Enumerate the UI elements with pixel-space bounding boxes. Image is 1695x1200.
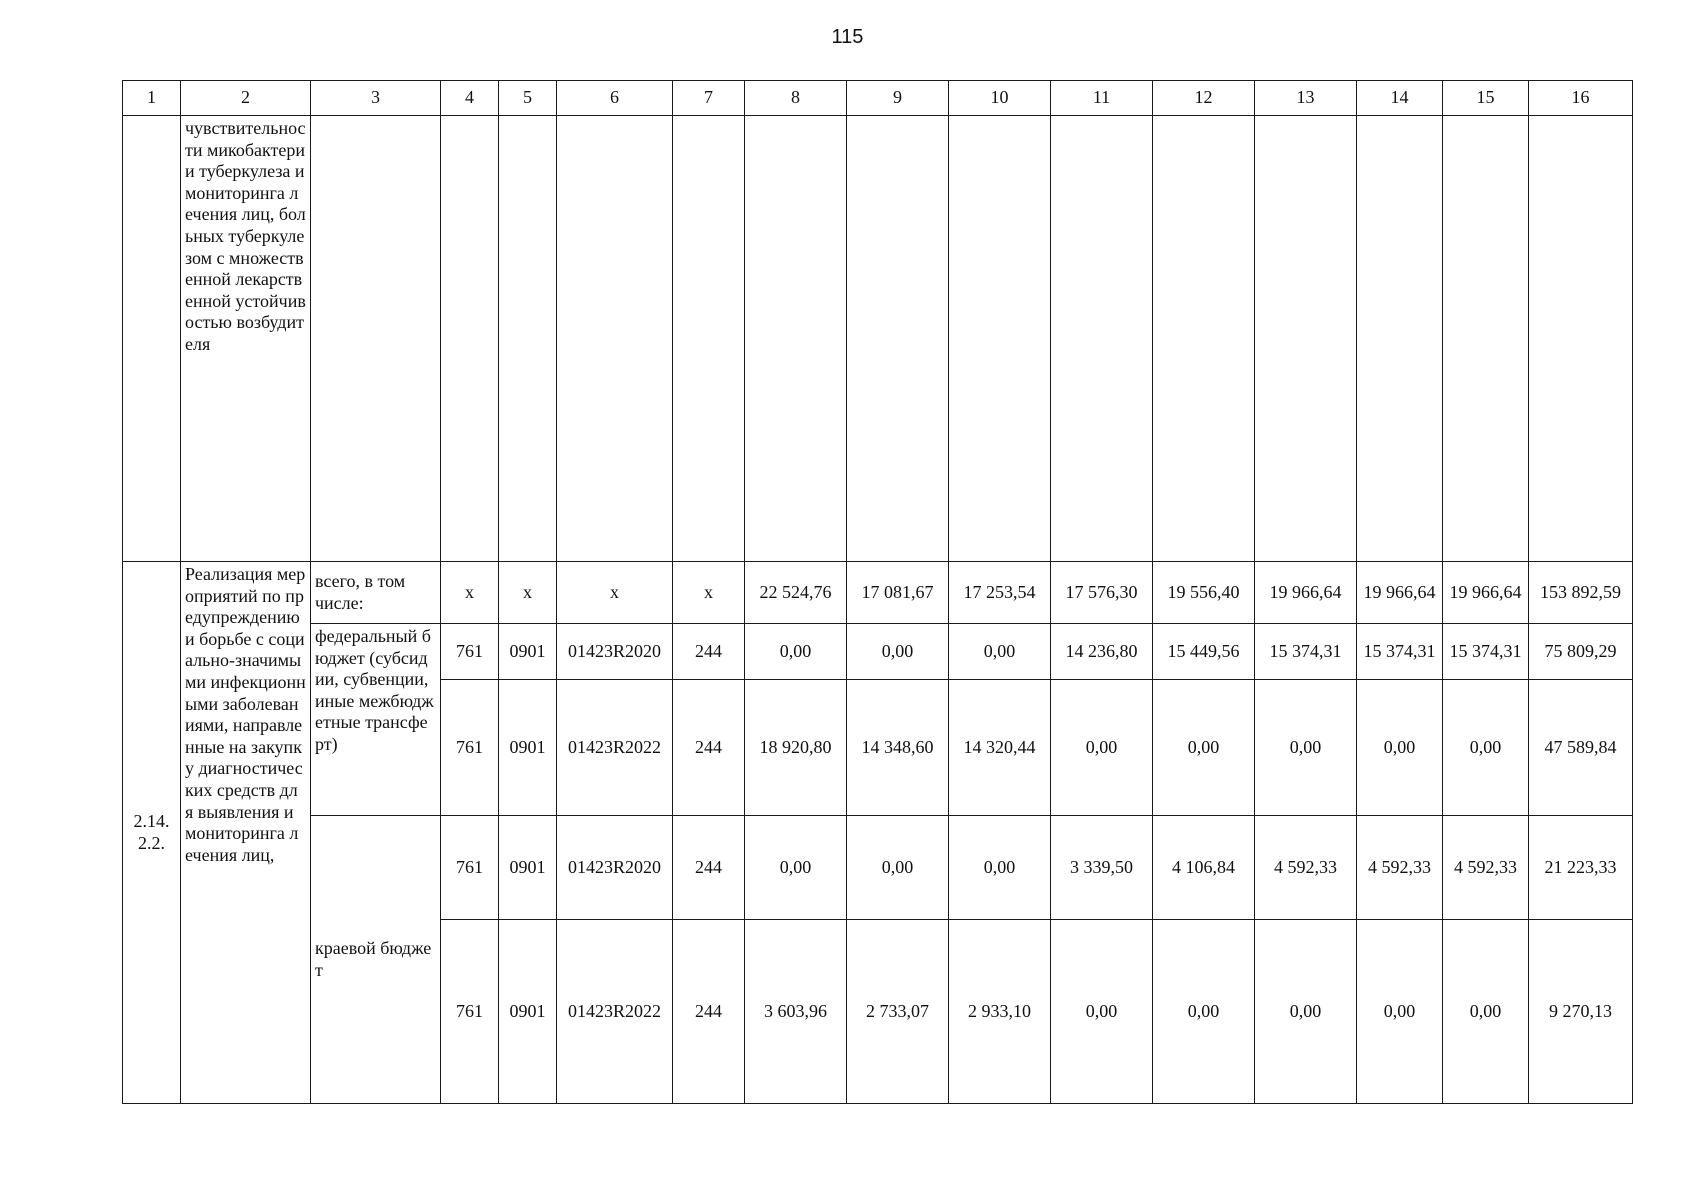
header-cell: 11: [1051, 81, 1153, 116]
value-cell: 15 374,31: [1357, 624, 1443, 680]
page-number: 115: [831, 26, 864, 48]
empty-cell: [123, 116, 181, 562]
value-cell: 0,00: [949, 816, 1051, 920]
header-row: [123, 81, 1633, 116]
empty-cell: [1051, 116, 1153, 562]
value-cell: 15 374,31: [1443, 624, 1529, 680]
value-cell: 15 374,31: [1255, 624, 1357, 680]
value-cell: 19 556,40: [1153, 562, 1255, 624]
value-cell: 9 270,13: [1529, 920, 1633, 1104]
header-cell: 14: [1357, 81, 1443, 116]
empty-cell: [847, 116, 949, 562]
header-cell: 8: [745, 81, 847, 116]
cell-col6: 01423R2020: [557, 816, 673, 920]
header-cell: 10: [949, 81, 1051, 116]
empty-cell: [557, 116, 673, 562]
empty-cell: [1529, 116, 1633, 562]
source-federal: федеральный бюджет (субсидии, субвенции, иные межбюджетные трансферт): [311, 624, 441, 816]
value-cell: 14 348,60: [847, 680, 949, 816]
federal-row-1: [123, 624, 1633, 680]
value-cell: 0,00: [847, 624, 949, 680]
total-row: [123, 562, 1633, 624]
value-cell: 17 081,67: [847, 562, 949, 624]
cell-col6: 01423R2022: [557, 920, 673, 1104]
value-cell: 18 920,80: [745, 680, 847, 816]
cell-col4: х: [441, 562, 499, 624]
empty-cell: [1153, 116, 1255, 562]
source-total: всего, в том числе:: [311, 562, 441, 624]
cell-col4: 761: [441, 680, 499, 816]
value-cell: 19 966,64: [1255, 562, 1357, 624]
empty-cell: [949, 116, 1051, 562]
value-cell: 0,00: [1357, 680, 1443, 816]
empty-cell: [499, 116, 557, 562]
empty-cell: [1255, 116, 1357, 562]
value-cell: 22 524,76: [745, 562, 847, 624]
value-cell: 0,00: [949, 624, 1051, 680]
cell-col7: 244: [673, 920, 745, 1104]
empty-cell: [673, 116, 745, 562]
value-cell: 21 223,33: [1529, 816, 1633, 920]
header-cell: 7: [673, 81, 745, 116]
cell-col7: х: [673, 562, 745, 624]
cell-col5: 0901: [499, 920, 557, 1104]
header-cell: 5: [499, 81, 557, 116]
cell-col7: 244: [673, 624, 745, 680]
header-cell: 16: [1529, 81, 1633, 116]
value-cell: 0,00: [745, 816, 847, 920]
value-cell: 3 603,96: [745, 920, 847, 1104]
value-cell: 0,00: [1153, 920, 1255, 1104]
value-cell: 0,00: [1153, 680, 1255, 816]
header-cell: 12: [1153, 81, 1255, 116]
header-cell: 13: [1255, 81, 1357, 116]
cell-col5: 0901: [499, 680, 557, 816]
empty-cell: [1443, 116, 1529, 562]
value-cell: 19 966,64: [1357, 562, 1443, 624]
value-cell: 2 733,07: [847, 920, 949, 1104]
value-cell: 15 449,56: [1153, 624, 1255, 680]
cell-col5: 0901: [499, 624, 557, 680]
header-cell: 3: [311, 81, 441, 116]
header-cell: 2: [181, 81, 311, 116]
value-cell: 4 592,33: [1357, 816, 1443, 920]
cell-col7: 244: [673, 816, 745, 920]
empty-cell: [441, 116, 499, 562]
header-cell: 1: [123, 81, 181, 116]
value-cell: 47 589,84: [1529, 680, 1633, 816]
cell-col5: 0901: [499, 816, 557, 920]
empty-cell: [311, 116, 441, 562]
budget-table: [122, 80, 1633, 1104]
cell-col6: 01423R2020: [557, 624, 673, 680]
cell-col6: 01423R2022: [557, 680, 673, 816]
value-cell: 19 966,64: [1443, 562, 1529, 624]
empty-cell: [1357, 116, 1443, 562]
value-cell: 17 576,30: [1051, 562, 1153, 624]
value-cell: 75 809,29: [1529, 624, 1633, 680]
cell-col4: 761: [441, 816, 499, 920]
value-cell: 17 253,54: [949, 562, 1051, 624]
value-cell: 0,00: [1443, 680, 1529, 816]
header-cell: 15: [1443, 81, 1529, 116]
empty-cell: [745, 116, 847, 562]
continuation-row: [123, 116, 1633, 562]
value-cell: 0,00: [1443, 920, 1529, 1104]
continuation-description: чувствительности микобактерии туберкулеза и мониторинга лечения лиц, больных туберкулезом с множественной лекарственной устойчивостью возбудителя: [181, 116, 311, 562]
regional-row-1: [123, 816, 1633, 920]
value-cell: 0,00: [847, 816, 949, 920]
value-cell: 4 106,84: [1153, 816, 1255, 920]
value-cell: 0,00: [745, 624, 847, 680]
value-cell: 0,00: [1357, 920, 1443, 1104]
header-cell: 9: [847, 81, 949, 116]
value-cell: 0,00: [1051, 680, 1153, 816]
value-cell: 14 236,80: [1051, 624, 1153, 680]
source-regional: краевой бюджет: [311, 816, 441, 1104]
cell-col4: 761: [441, 624, 499, 680]
cell-col6: х: [557, 562, 673, 624]
item-description: Реализация мероприятий по предупреждению и борьбе с социально-значимыми инфекционными заболеваниями, направленные на закупку диагностических средств для выявления и мониторинга лечения лиц,: [181, 562, 311, 1104]
value-cell: 14 320,44: [949, 680, 1051, 816]
value-cell: 3 339,50: [1051, 816, 1153, 920]
value-cell: 2 933,10: [949, 920, 1051, 1104]
value-cell: 0,00: [1051, 920, 1153, 1104]
cell-col4: 761: [441, 920, 499, 1104]
value-cell: 4 592,33: [1255, 816, 1357, 920]
value-cell: 0,00: [1255, 920, 1357, 1104]
value-cell: 153 892,59: [1529, 562, 1633, 624]
header-cell: 4: [441, 81, 499, 116]
cell-col7: 244: [673, 680, 745, 816]
item-number: 2.14.2.2.: [123, 562, 181, 1104]
value-cell: 4 592,33: [1443, 816, 1529, 920]
value-cell: 0,00: [1255, 680, 1357, 816]
cell-col5: х: [499, 562, 557, 624]
header-cell: 6: [557, 81, 673, 116]
